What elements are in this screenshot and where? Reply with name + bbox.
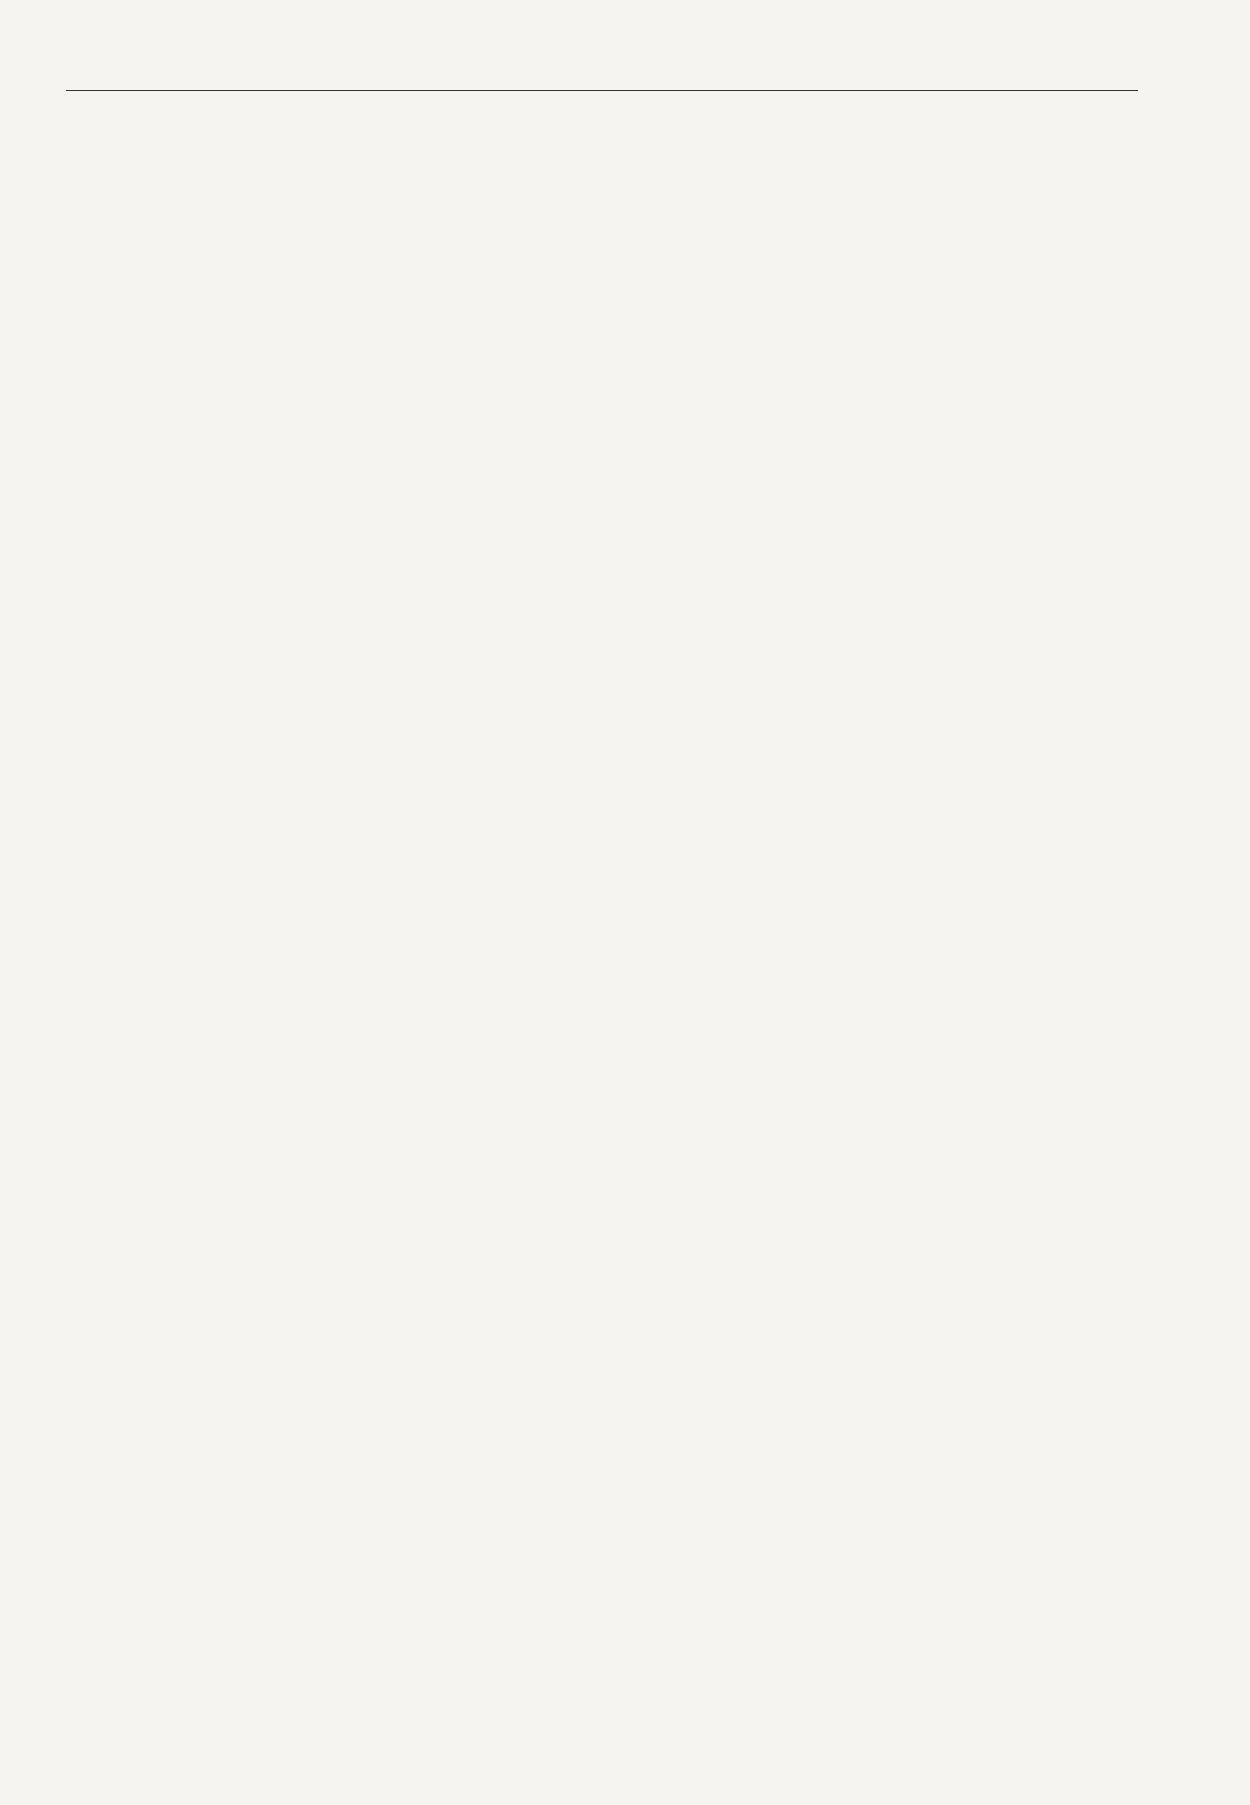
- page-content: [66, 100, 1128, 124]
- header-divider: [66, 90, 1138, 91]
